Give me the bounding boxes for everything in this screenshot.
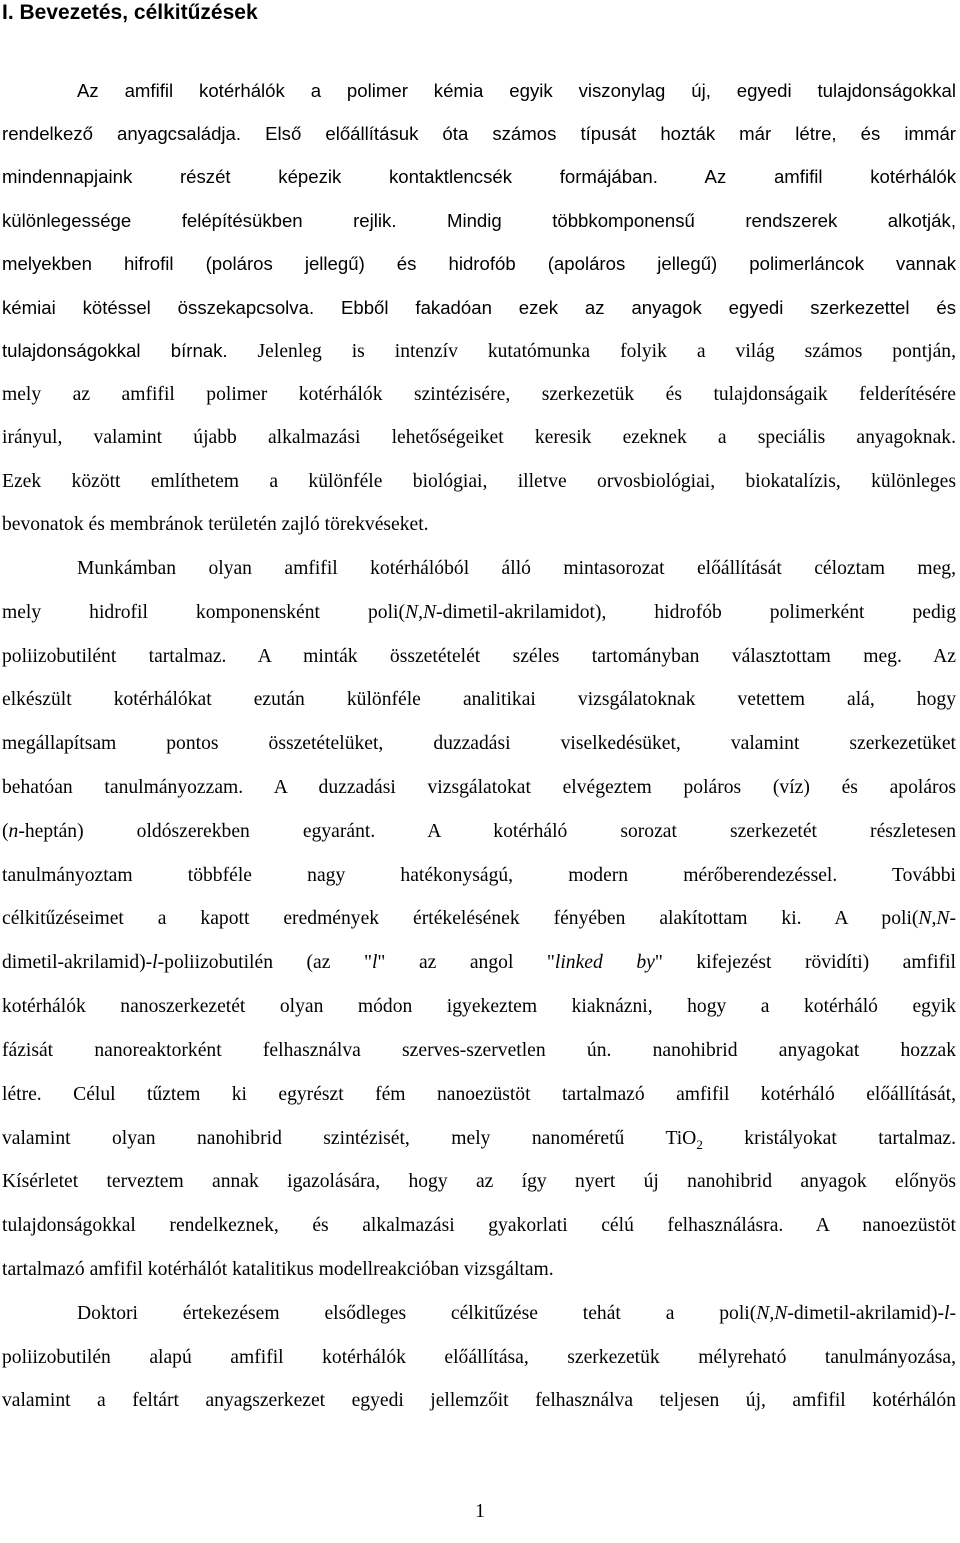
text-line: elkészült kotérhálókat ezután különféle analitikai vizsgálatoknak vetettem alá, hogy — [2, 689, 956, 710]
text-line: megállapítsam pontos összetételüket, duzzadási viselkedésüket, valamint szerkezetüket — [2, 733, 956, 754]
text-line: rendelkező anyagcsaládja. Első előállításuk óta számos típusát hozták már létre, és immár — [2, 123, 956, 144]
text-line: Doktori értekezésem elsődleges célkitűzése tehát a poli(N,N-dimetil-akrilamid)-l- — [77, 1303, 956, 1324]
text-line: mely hidrofil komponensként poli(N,N-dimetil-akrilamidot), hidrofób polimerként pedig — [2, 602, 956, 623]
text-line: tulajdonságokkal bírnak. Jelenleg is intenzív kutatómunka folyik a világ számos pontján, — [2, 340, 956, 362]
text-line: különlegessége felépítésükben rejlik. Mindig többkomponensű rendszerek alkotják, — [2, 210, 956, 231]
text-line: Kísérletet terveztem annak igazolására, hogy az így nyert új nanohibrid anyagok előnyös — [2, 1171, 956, 1192]
text-line: kotérhálók nanoszerkezetét olyan módon igyekeztem kiaknázni, hogy a kotérháló egyik — [2, 996, 956, 1017]
text-line: melyekben hifrofil (poláros jellegű) és hidrofób (apoláros jellegű) polimerláncok vannak — [2, 253, 956, 274]
text-line: irányul, valamint újabb alkalmazási lehetőségeiket keresik ezeknek a speciális anyagoknak. — [2, 427, 956, 448]
text-line: Ezek között említhetem a különféle biológiai, illetve orvosbiológiai, biokatalízis, különleges — [2, 471, 956, 492]
text-line: poliizobutilén alapú amfifil kotérhálók előállítása, szerkezetük mélyreható tanulmányozása, — [2, 1347, 956, 1368]
text-line: mindennapjaink részét képezik kontaktlencsék formájában. Az amfifil kotérhálók — [2, 166, 956, 187]
text-line: valamint a feltárt anyagszerkezet egyedi jellemzőit felhasználva teljesen új, amfifil kotérhálón — [2, 1390, 956, 1411]
text-line: tartalmazó amfifil kotérhálót katalitikus modellreakcióban vizsgáltam. — [2, 1259, 554, 1280]
text-line: valamint olyan nanohibrid szintézisét, mely nanoméretű TiO$_2$ kristályokat tartalmaz. — [2, 1128, 956, 1152]
text-line: célkitűzéseimet a kapott eredmények értékelésének fényében alakítottam ki. A poli(N,N- — [2, 908, 956, 929]
text-line: tanulmányoztam többféle nagy hatékonyságú, modern mérőberendezéssel. További — [2, 865, 956, 886]
text-line: (n-heptán) oldószerekben egyaránt. A kotérháló sorozat szerkezetét részletesen — [2, 821, 956, 842]
page-number: 1 — [475, 1501, 485, 1522]
text-line: Az amfifil kotérhálók a polimer kémia egyik viszonylag új, egyedi tulajdonságokkal — [77, 80, 956, 101]
text-line: létre. Célul tűztem ki egyrészt fém nanoezüstöt tartalmazó amfifil kotérháló előállítását, — [2, 1084, 956, 1105]
text-line: fázisát nanoreaktorként felhasználva szerves-szervetlen ún. nanohibrid anyagokat hozzak — [2, 1040, 956, 1061]
text-line: kémiai kötéssel összekapcsolva. Ebből fakadóan ezek az anyagok egyedi szerkezettel és — [2, 297, 956, 318]
section-heading: I. Bevezetés, célkitűzések — [2, 1, 258, 24]
text-line: tulajdonságokkal rendelkeznek, és alkalmazási gyakorlati célú felhasználásra. A nanoezüstöt — [2, 1215, 956, 1236]
text-line: Munkámban olyan amfifil kotérhálóból álló mintasorozat előállítását céloztam meg, — [77, 558, 956, 579]
text-line: bevonatok és membránok területén zajló törekvéseket. — [2, 514, 429, 535]
text-line: dimetil-akrilamid)-l-poliizobutilén (az "l" az angol "linked by" kifejezést rövidíti) amfifil — [2, 952, 957, 973]
text-line: poliizobutilént tartalmaz. A minták összetételét széles tartományban választottam meg. Az — [2, 646, 956, 667]
text-segment: tulajdonságokkal bírnak. — [2, 340, 228, 361]
text-line: mely az amfifil polimer kotérhálók szintézisére, szerkezetük és tulajdonságaik felderítésére — [2, 384, 956, 405]
text-line: behatóan tanulmányozzam. A duzzadási vizsgálatokat elvégeztem poláros (víz) és apoláros — [2, 777, 956, 798]
